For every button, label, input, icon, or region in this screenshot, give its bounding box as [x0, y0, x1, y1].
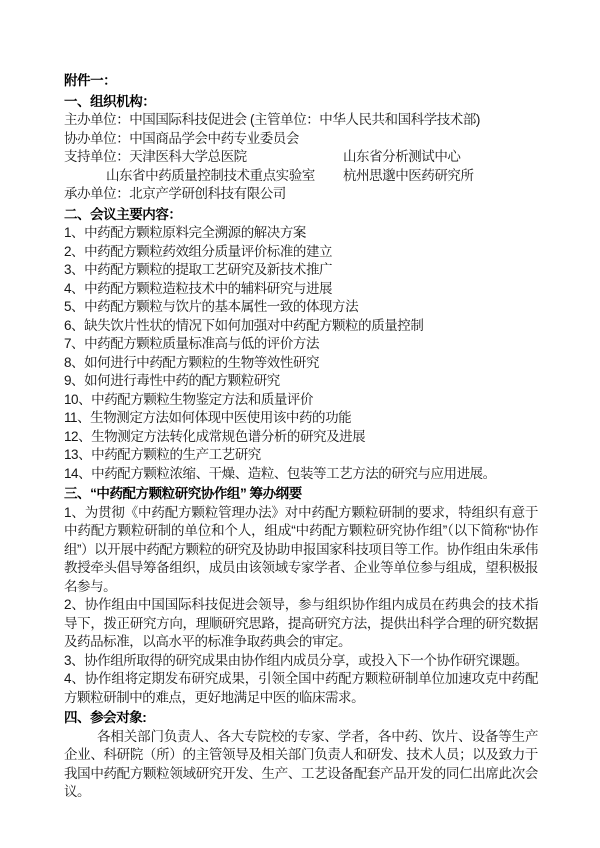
cooperation-paragraph-4: 4、协作组将定期发布研究成果，引领全国中药配方颗粒研制单位加速攻克中药配方颗粒研制中的难点，更好地满足中医的临床需求。 [64, 671, 538, 705]
agenda-item-7: 7、中药配方颗粒质量标准高与低的评价方法 [64, 336, 320, 351]
org-support-left-1: 支持单位：天津医科大学总医院 [64, 149, 247, 164]
agenda-item-2: 2、中药配方颗粒药效组分质量评价标准的建立 [64, 243, 333, 259]
section-heading-cooperation-group: 三、“中药配方颗粒研究协作组” 筹办纲要 [64, 486, 302, 501]
org-row-host: 主办单位：中国国际科技促进会 (主管单位：中华人民共和国科学技术部) [64, 112, 480, 127]
org-support-left-2: 山东省中药质量控制技术重点实验室 [106, 167, 315, 183]
org-row-undertaker: 承办单位：北京产学研创科技有限公司 [64, 186, 286, 201]
attachment-title: 附件一： [64, 73, 117, 88]
section-heading-agenda: 二、会议主要内容： [64, 206, 182, 222]
agenda-item-10: 10、中药配方颗粒生物鉴定方法和质量评价 [64, 391, 314, 407]
org-row-support-2 [64, 167, 538, 186]
org-row-support-1 [64, 148, 538, 167]
section-heading-attendees: 四、参会对象: [64, 710, 147, 725]
agenda-item-5: 5、中药配方颗粒与饮片的基本属性一致的体现方法 [64, 299, 359, 314]
cooperation-paragraph-1: 1、为贯彻《中药配方颗粒管理办法》对中药配方颗粒研制的要求，特组织有意于中药配方颗粒研制的单位和个人，组成“中药配方颗粒研究协作组”（以下简称“协作组”）以开展中药配方颗粒的研究及协助申报国家科技项目等工作。协作组由朱承伟教授牵头倡导筹备组织，成员由该领域专家学者、企业等单位参与组成，望积极报名参与。 [64, 504, 538, 594]
agenda-item-11: 11、生物测定方法如何体现中医使用该中药的功能 [64, 410, 352, 425]
cooperation-paragraph-3: 3、协作组所取得的研究成果由协作组内成员分享，或投入下一个协作研究课题。 [64, 652, 528, 668]
attendees-paragraph: 各相关部门负责人、各大专院校的专家、学者，各中药、饮片、设备等生产企业、科研院（所）的主管领导及相关部门负责人和研发、技术人员；以及致力于我国中药配方颗粒领域研究开发、生产、工艺设备配套产品开发的同仁出席此次会议。 [64, 728, 538, 799]
agenda-item-1: 1、中药配方颗粒原料完全溯源的解决方案 [64, 225, 306, 240]
cooperation-paragraph-2: 2、协作组由中国国际科技促进会领导，参与组织协作组内成员在药典会的技术指导下，拨正研究方向，理顺研究思路，提高研究方法，提供出科学合理的研究数据及药品标准，以高水平的标准争取药典会的审定。 [64, 597, 538, 649]
agenda-item-8: 8、如何进行中药配方颗粒的生物等效性研究 [64, 354, 320, 370]
org-support-right-1: 山东省分析测试中心 [343, 149, 461, 164]
agenda-item-4: 4、中药配方颗粒造粒技术中的辅料研究与进展 [64, 280, 333, 296]
agenda-item-13: 13、中药配方颗粒的生产工艺研究 [64, 447, 261, 462]
agenda-item-14: 14、中药配方颗粒浓缩、干燥、造粒、包装等工艺方法的研究与应用进展。 [64, 465, 496, 481]
agenda-item-3: 3、中药配方颗粒的提取工艺研究及新技术推广 [64, 262, 333, 277]
agenda-item-9: 9、如何进行毒性中药的配方颗粒研究 [64, 373, 280, 388]
agenda-item-12: 12、生物测定方法转化成常规色谱分析的研究及进展 [64, 428, 366, 444]
org-support-right-2: 杭州思邈中医药研究所 [343, 167, 474, 183]
agenda-item-6: 6、缺失饮片性状的情况下如何加强对中药配方颗粒的质量控制 [64, 317, 424, 333]
org-row-coorganizer: 协办单位：中国商品学会中药专业委员会 [64, 130, 299, 146]
section-heading-organization: 一、组织机构： [64, 93, 156, 109]
